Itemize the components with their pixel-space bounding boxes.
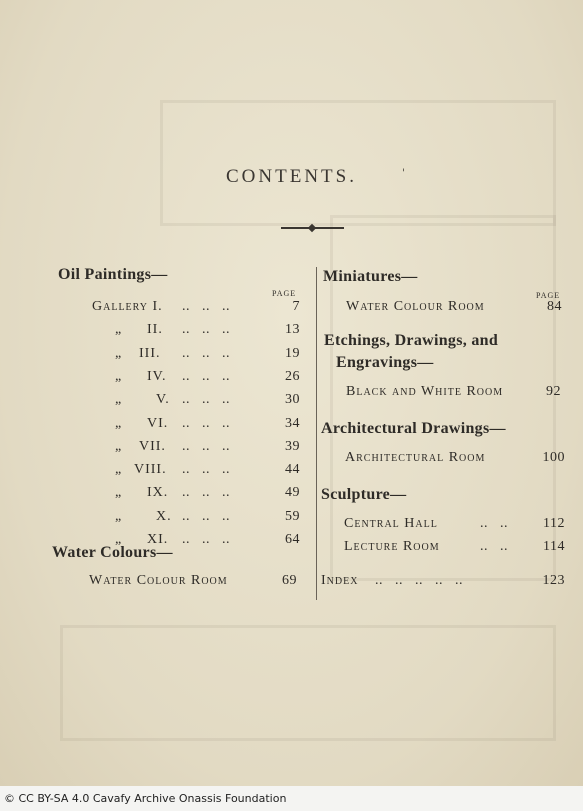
- gallery-page: 59: [285, 509, 300, 524]
- central-hall-entry: Central Hall: [344, 516, 438, 531]
- water-colour-room-page: 69: [282, 573, 297, 588]
- black-and-white-room-entry: Black and White Room: [346, 384, 504, 399]
- ditto-mark: „: [115, 346, 122, 361]
- index-dots: .. .. .. .. ..: [375, 573, 463, 588]
- gallery-entry: VIII.: [134, 462, 167, 477]
- gallery-page: 26: [285, 369, 300, 384]
- leader-dots: .. .. ..: [182, 462, 230, 477]
- gallery-page: 34: [285, 416, 300, 431]
- gallery-page: 44: [285, 462, 300, 477]
- license-credit: © CC BY-SA 4.0 Cavafy Archive Onassis Foundation: [4, 792, 287, 805]
- section-etchings-line2: Engravings—: [336, 354, 434, 371]
- gallery-entry: XI.: [147, 532, 169, 547]
- gallery-entry: III.: [139, 346, 161, 361]
- lecture-room-dots: .. ..: [480, 539, 508, 554]
- leader-dots: .. .. ..: [182, 485, 230, 500]
- index-page: 123: [542, 573, 565, 588]
- ditto-mark: „: [115, 369, 122, 384]
- leader-dots: .. .. ..: [182, 299, 230, 314]
- miniatures-entry: Water Colour Room: [346, 299, 485, 314]
- central-hall-dots: .. ..: [480, 516, 508, 531]
- architectural-room-entry: Architectural Room: [345, 450, 486, 465]
- ditto-mark: „: [115, 532, 122, 547]
- title-mark: ': [402, 168, 405, 179]
- section-oil-paintings: Oil Paintings—: [58, 266, 168, 283]
- gallery-entry: Gallery I.: [92, 299, 163, 314]
- gallery-entry: II.: [147, 322, 163, 337]
- gallery-page: 39: [285, 439, 300, 454]
- gallery-entry: X.: [156, 509, 172, 524]
- gallery-page: 64: [285, 532, 300, 547]
- bleed-through-plan-bottom: [60, 625, 556, 741]
- ditto-mark: „: [115, 509, 122, 524]
- section-miniatures: Miniatures—: [323, 268, 418, 285]
- ditto-mark: „: [115, 485, 122, 500]
- ditto-mark: „: [115, 322, 122, 337]
- ditto-mark: „: [115, 416, 122, 431]
- leader-dots: .. .. ..: [182, 416, 230, 431]
- leader-dots: .. .. ..: [182, 439, 230, 454]
- index-entry: Index: [321, 573, 359, 588]
- black-and-white-room-page: 92: [546, 384, 561, 399]
- gallery-page: 49: [285, 485, 300, 500]
- lecture-room-entry: Lecture Room: [344, 539, 440, 554]
- bleed-through-plan-top: [160, 100, 556, 226]
- section-water-colours: Water Colours—: [52, 544, 173, 561]
- page-column-header-right: PAGE: [536, 291, 561, 300]
- central-hall-page: 112: [543, 516, 565, 531]
- gallery-page: 7: [292, 299, 300, 314]
- gallery-entry: VI.: [147, 416, 169, 431]
- gallery-page: 19: [285, 346, 300, 361]
- section-etchings-line1: Etchings, Drawings, and: [324, 332, 499, 349]
- section-sculpture: Sculpture—: [321, 486, 407, 503]
- water-colour-room-entry: Water Colour Room: [89, 573, 228, 588]
- leader-dots: .. .. ..: [182, 322, 230, 337]
- leader-dots: .. .. ..: [182, 532, 230, 547]
- leader-dots: .. .. ..: [182, 346, 230, 361]
- page-column-header: PAGE: [272, 289, 297, 298]
- miniatures-page: 84: [547, 299, 562, 314]
- lecture-room-page: 114: [543, 539, 565, 554]
- gallery-page: 30: [285, 392, 300, 407]
- leader-dots: .. .. ..: [182, 392, 230, 407]
- ditto-mark: „: [115, 392, 122, 407]
- section-architectural-drawings: Architectural Drawings—: [321, 420, 506, 437]
- gallery-entry: V.: [156, 392, 170, 407]
- column-divider: [316, 267, 317, 600]
- gallery-page: 13: [285, 322, 300, 337]
- gallery-entry: VII.: [139, 439, 166, 454]
- gallery-entry: IV.: [147, 369, 167, 384]
- gallery-entry: IX.: [147, 485, 169, 500]
- ditto-mark: „: [115, 439, 122, 454]
- ditto-mark: „: [115, 462, 122, 477]
- architectural-room-page: 100: [542, 450, 565, 465]
- page-title: CONTENTS.: [226, 166, 357, 187]
- leader-dots: .. .. ..: [182, 369, 230, 384]
- leader-dots: .. .. ..: [182, 509, 230, 524]
